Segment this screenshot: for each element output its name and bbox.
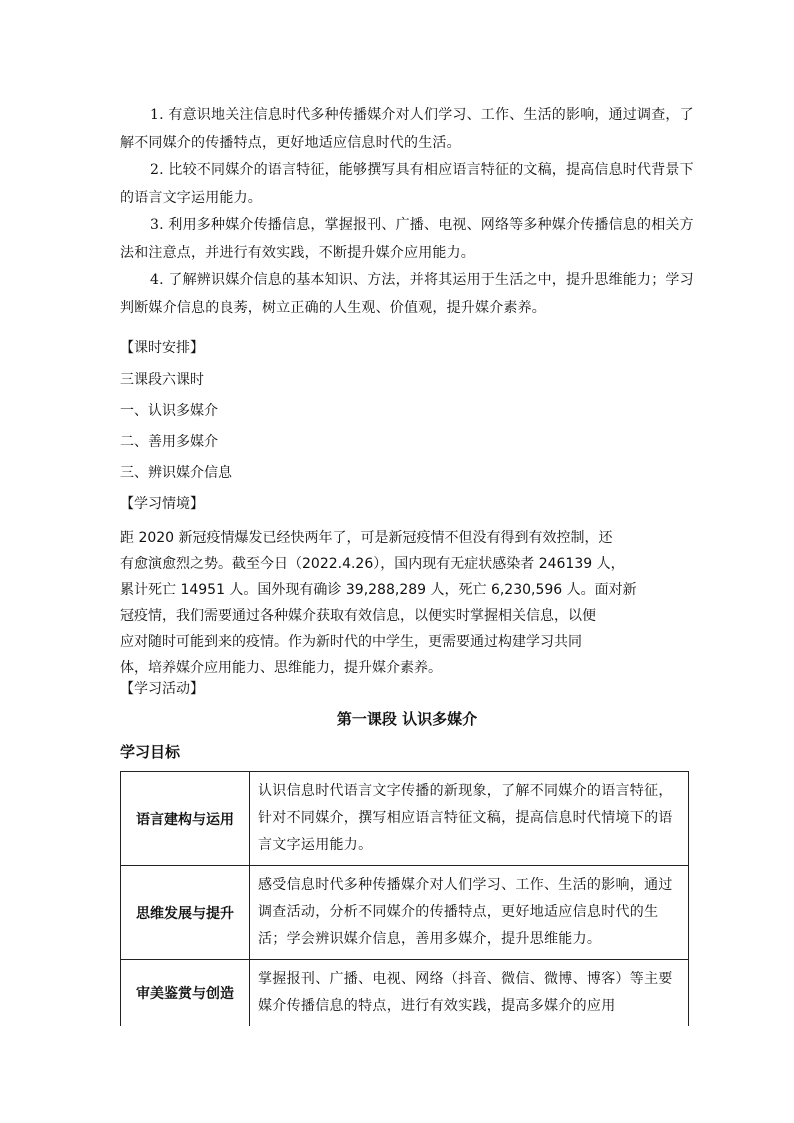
situation-line: 应对随时可能到来的疫情。作为新时代的中学生，更需要通过构建学习共同 xyxy=(120,634,582,650)
situation-line: 累计死亡 14951 人。国外现有确诊 39,288,289 人，死亡 6,230,596 人。面对新 xyxy=(120,582,637,598)
activities-heading: 【学习活动】 xyxy=(120,681,204,697)
goal-category: 思维发展与提升 xyxy=(121,866,250,960)
schedule-item: 二、善用多媒介 xyxy=(120,434,218,450)
table-row xyxy=(121,866,689,960)
table-row xyxy=(121,960,689,1027)
situation-line: 冠疫情，我们需要通过各种媒介获取有效信息，以便实时掌握相关信息，以便 xyxy=(120,608,596,624)
schedule-summary: 三课段六课时 xyxy=(120,372,204,388)
objective-item: 3. 利用多种媒介传播信息，掌握报刊、广播、电视、网络等多种媒介传播信息的相关方法和注意点，并进行有效实践，不断提升媒介应用能力。 xyxy=(120,217,694,261)
situation-line: 距 2020 新冠疫情爆发已经快两年了，可是新冠疫情不但没有得到有效控制，还 xyxy=(120,530,613,546)
goals-label: 学习目标 xyxy=(120,743,181,761)
situation-heading: 【学习情境】 xyxy=(120,496,204,512)
objectives-list xyxy=(120,102,694,322)
goal-category: 语言建构与运用 xyxy=(121,772,250,866)
situation-line: 体，培养媒介应用能力、思维能力，提升媒介素养。 xyxy=(120,660,442,676)
section-title: 第一课段 认识多媒介 xyxy=(336,710,478,728)
situation-line: 有愈演愈烈之势。截至今日（2022.4.26），国内现有无症状感染者 246139 人， xyxy=(120,556,625,572)
situation-paragraph xyxy=(120,525,680,681)
objective-item: 2. 比较不同媒介的语言特征，能够撰写具有相应语言特征的文稿，提高信息时代背景下的语言文字运用能力。 xyxy=(120,162,694,206)
objective-item: 4. 了解辨识媒介信息的基本知识、方法，并将其运用于生活之中，提升思维能力；学习判断媒介信息的良莠，树立正确的人生观、价值观，提升媒介素养。 xyxy=(120,272,694,316)
goals-table xyxy=(120,771,689,1026)
schedule-item: 三、辨识媒介信息 xyxy=(120,465,232,481)
goal-description: 认识信息时代语言文字传播的新现象，了解不同媒介的语言特征，针对不同媒介，撰写相应语言特征文稿，提高信息时代情境下的语言文字运用能力。 xyxy=(250,772,689,866)
goal-description: 掌握报刊、广播、电视、网络（抖音、微信、微博、博客）等主要媒介传播信息的特点，进行有效实践，提高多媒介的应用 xyxy=(250,960,689,1027)
objective-item: 1. 有意识地关注信息时代多种传播媒介对人们学习、工作、生活的影响，通过调查，了解不同媒介的传播特点，更好地适应信息时代的生活。 xyxy=(120,107,694,151)
schedule-heading: 【课时安排】 xyxy=(120,340,204,356)
goal-description: 感受信息时代多种传播媒介对人们学习、工作、生活的影响，通过调查活动，分析不同媒介的传播特点，更好地适应信息时代的生活；学会辨识媒介信息，善用多媒介，提升思维能力。 xyxy=(250,866,689,960)
schedule-item: 一、认识多媒介 xyxy=(120,403,218,419)
goal-category: 审美鉴赏与创造 xyxy=(121,960,250,1027)
table-row xyxy=(121,772,689,866)
